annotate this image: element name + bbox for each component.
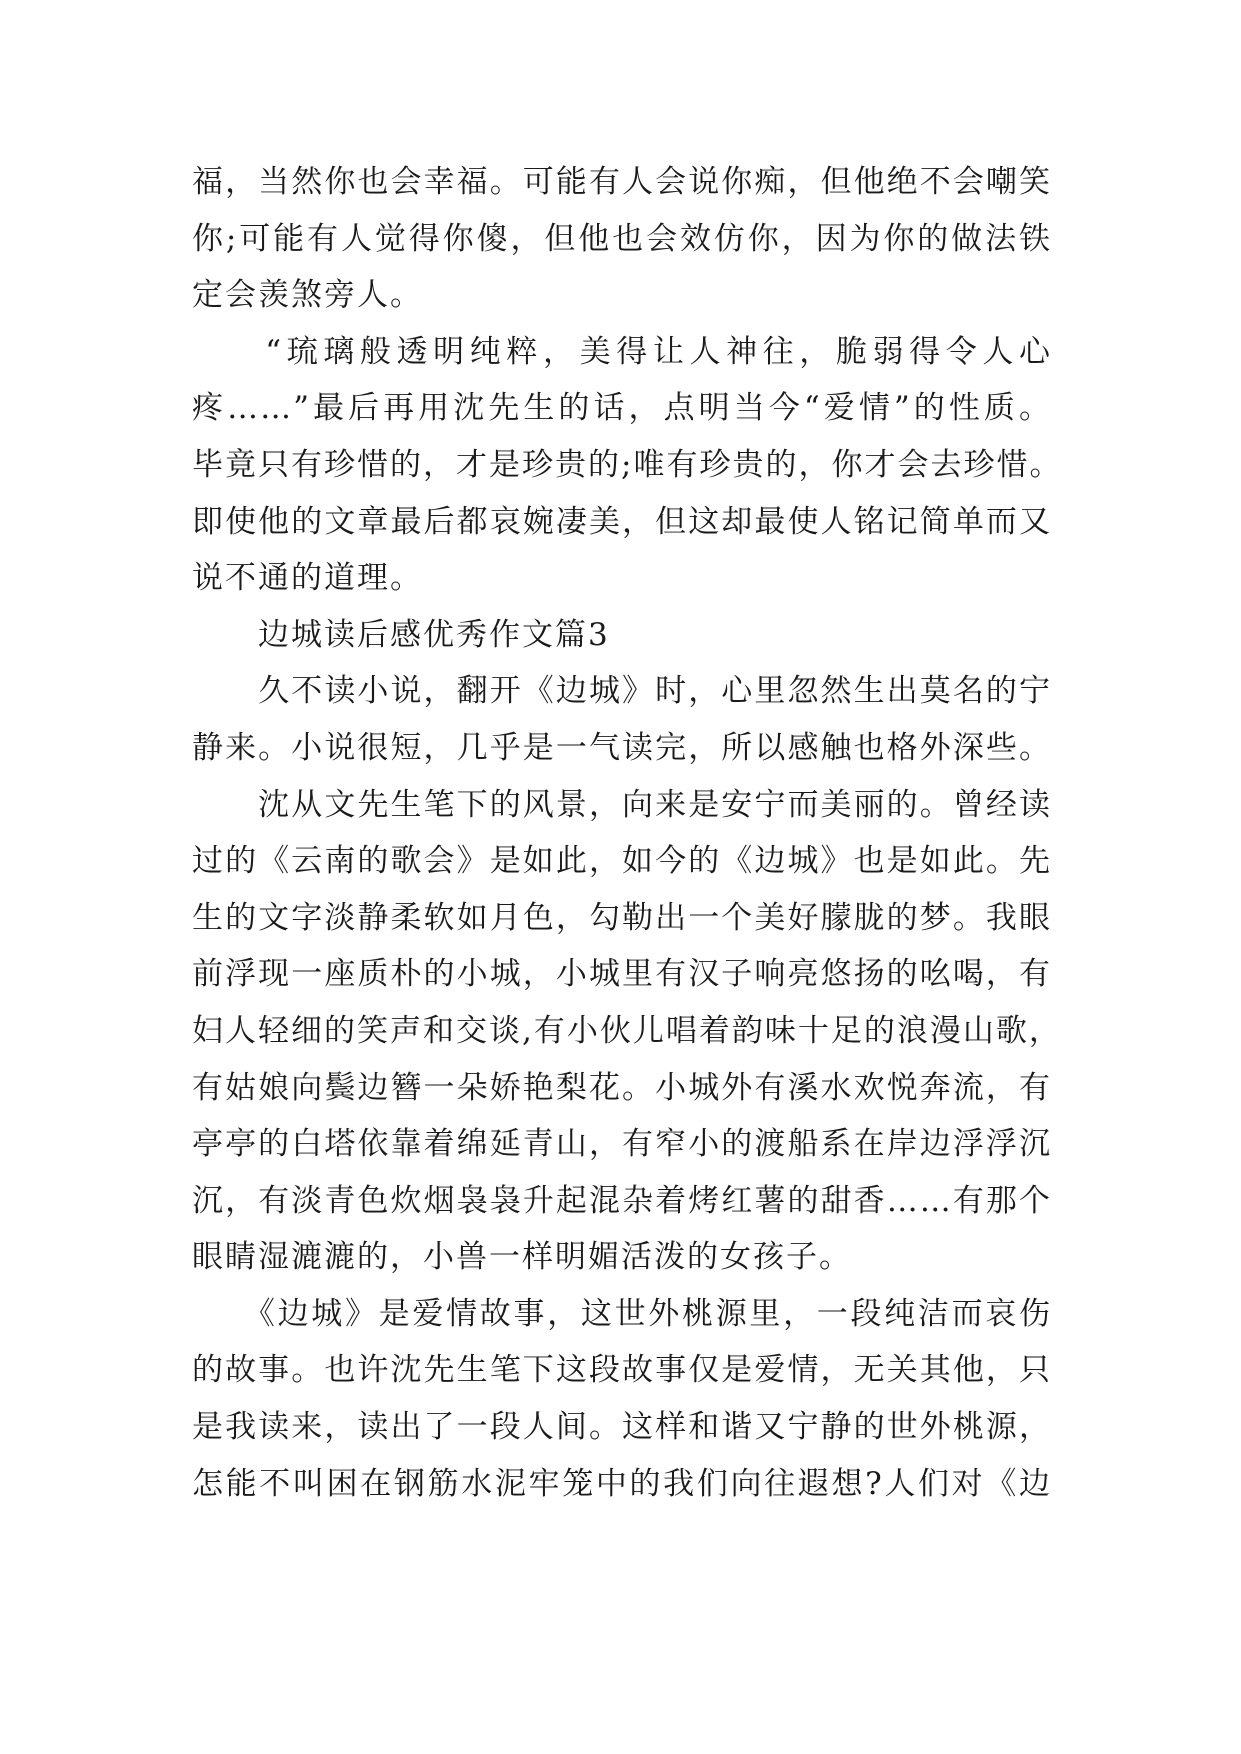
text-line: 妇人轻细的笑声和交谈,有小伙儿唱着韵味十足的浪漫山歌， xyxy=(192,1012,1062,1049)
text-line: 毕竟只有珍惜的，才是珍贵的;唯有珍贵的，你才会去珍惜。 xyxy=(192,446,1063,483)
essay-text xyxy=(192,154,1063,1512)
text-line: 沉，有淡青色炊烟袅袅升起混杂着烤红薯的甜香……有那个 xyxy=(192,1182,1052,1219)
text-line: 定会羡煞旁人。 xyxy=(192,277,423,314)
text-line: 静来。小说很短，几乎是一气读完，所以感触也格外深些。 xyxy=(192,729,1052,766)
text-line: 福，当然你也会幸福。可能有人会说你痴，但他绝不会嘲笑 xyxy=(192,164,1052,200)
text-line: 是我读来，读出了一段人间。这样和谐又宁静的世外桃源， xyxy=(192,1409,1052,1446)
section-heading: 边城读后感优秀作文篇3 xyxy=(192,616,610,653)
text-line: “琉璃般透明纯粹，美得让人神往，脆弱得令人心 xyxy=(192,333,1052,370)
text-line: 疼……”最后再用沈先生的话，点明当今“爱情”的性质。 xyxy=(192,390,1052,427)
text-line: 生的文字淡静柔软如月色，勾勒出一个美好朦胧的梦。我眼 xyxy=(192,899,1052,936)
text-line: 《边城》是爱情故事，这世外桃源里，一段纯洁而哀伤 xyxy=(192,1295,1052,1332)
text-line: 的故事。也许沈先生笔下这段故事仅是爱情，无关其他，只 xyxy=(192,1352,1052,1389)
text-line: 有姑娘向鬓边簪一朵娇艳梨花。小城外有溪水欢悦奔流，有 xyxy=(192,1069,1052,1106)
text-line: 说不通的道理。 xyxy=(192,560,423,597)
text-line: 眼睛湿漉漉的，小兽一样明媚活泼的女孩子。 xyxy=(192,1239,852,1276)
text-line: 沈从文先生笔下的风景，向来是安宁而美丽的。曾经读 xyxy=(192,786,1052,823)
text-line: 久不读小说，翻开《边城》时，心里忽然生出莫名的宁 xyxy=(192,673,1052,710)
text-line: 亭亭的白塔依靠着绵延青山，有窄小的渡船系在岸边浮浮沉 xyxy=(192,1126,1052,1163)
text-line: 过的《云南的歌会》是如此，如今的《边城》也是如此。先 xyxy=(192,843,1052,880)
text-line: 即使他的文章最后都哀婉凄美，但这却最使人铭记简单而又 xyxy=(192,503,1052,540)
text-line: 怎能不叫困在钢筋水泥牢笼中的我们向往遐想?人们对《边 xyxy=(192,1465,1052,1502)
text-line: 前浮现一座质朴的小城，小城里有汉子响亮悠扬的吆喝，有 xyxy=(192,956,1052,993)
text-line: 你;可能有人觉得你傻，但他也会效仿你，因为你的做法铁 xyxy=(192,220,1052,257)
